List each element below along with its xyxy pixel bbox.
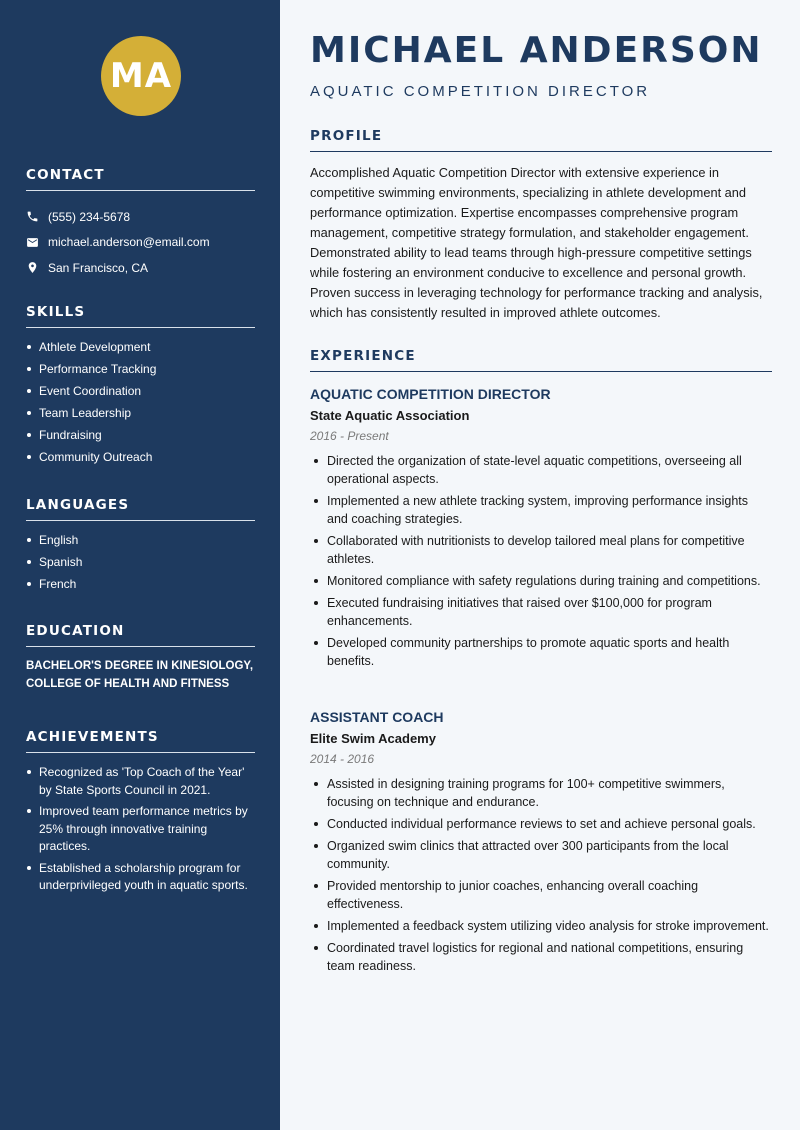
job-bullet: Monitored compliance with safety regulations during training and competitions. — [310, 572, 772, 590]
languages-list — [26, 532, 255, 592]
contact-phone-text: (555) 234-5678 — [48, 209, 131, 224]
skill-item: Fundraising — [26, 427, 255, 443]
location-pin-icon — [26, 261, 39, 274]
achievements-list — [26, 764, 255, 895]
skill-item: Event Coordination — [26, 383, 255, 399]
education-section — [26, 623, 255, 693]
contact-section — [26, 167, 255, 281]
language-item: Spanish — [26, 554, 255, 570]
skills-heading: SKILLS — [26, 304, 255, 328]
experience-heading: EXPERIENCE — [310, 348, 772, 372]
phone-icon — [26, 210, 39, 223]
avatar-initials: MA — [109, 56, 173, 96]
contact-email-text: michael.anderson@email.com — [48, 235, 210, 250]
contact-location — [26, 255, 255, 281]
job-title: ASSISTANT COACH — [310, 709, 444, 725]
skill-item: Team Leadership — [26, 405, 255, 421]
contact-list — [26, 204, 255, 281]
languages-section — [26, 497, 255, 598]
job-dates: 2016 - Present — [310, 429, 389, 443]
education-degree: BACHELOR'S DEGREE IN KINESIOLOGY, COLLEGE OF HEALTH AND FITNESS — [26, 660, 254, 690]
avatar — [101, 36, 181, 116]
job-bullet: Developed community partnerships to promote aquatic sports and health benefits. — [310, 634, 772, 670]
job-bullet: Directed the organization of state-level aquatic competitions, overseeing all operational aspects. — [310, 452, 772, 488]
achievements-heading: ACHIEVEMENTS — [26, 729, 255, 753]
job-entry — [310, 709, 772, 979]
job-bullet: Implemented a new athlete tracking system, improving performance insights and coaching strategies. — [310, 492, 772, 528]
profile-text: Accomplished Aquatic Competition Director with extensive experience in competitive swimming environments, specializing in athlete development and performance optimization. Expertise encompasses comprehensive program management, competitive strategy formulation, and stakeholder engagement. Demonstrated ability to lead teams through high-pressure competitive settings while fostering an environment conducive to excellence and personal growth. Proven success in leveraging technology for performance tracking and analysis, which has consistently resulted in improved athlete outcomes. — [310, 165, 763, 320]
job-bullet: Provided mentorship to junior coaches, enhancing overall coaching effectiveness. — [310, 877, 772, 913]
mail-icon — [26, 236, 39, 249]
achievements-section — [26, 729, 255, 899]
sidebar — [0, 0, 280, 1130]
job-dates: 2014 - 2016 — [310, 752, 375, 766]
contact-email — [26, 230, 255, 256]
education-heading: EDUCATION — [26, 623, 255, 647]
job-company: Elite Swim Academy — [310, 731, 436, 746]
job-bullet: Implemented a feedback system utilizing video analysis for stroke improvement. — [310, 917, 772, 935]
achievement-item: Recognized as 'Top Coach of the Year' by State Sports Council in 2021. — [26, 764, 255, 799]
contact-location-text: San Francisco, CA — [48, 260, 149, 275]
job-bullet: Executed fundraising initiatives that raised over $100,000 for program enhancements. — [310, 594, 772, 630]
job-bullet: Coordinated travel logistics for regional and national competitions, ensuring team readiness. — [310, 939, 772, 975]
achievement-item: Improved team performance metrics by 25% through innovative training practices. — [26, 803, 255, 856]
profile-heading: PROFILE — [310, 128, 772, 152]
skills-section — [26, 304, 255, 471]
candidate-name: MICHAEL ANDERSON — [310, 30, 763, 71]
job-bullet: Assisted in designing training programs for 100+ competitive swimmers, focusing on technique and endurance. — [310, 775, 772, 811]
language-item: English — [26, 532, 255, 548]
skill-item: Community Outreach — [26, 449, 255, 465]
job-company: State Aquatic Association — [310, 408, 470, 423]
skill-item: Performance Tracking — [26, 361, 255, 377]
achievement-item: Established a scholarship program for underprivileged youth in aquatic sports. — [26, 860, 255, 895]
contact-heading: CONTACT — [26, 167, 255, 191]
job-bullet: Conducted individual performance reviews to set and achieve personal goals. — [310, 815, 772, 833]
contact-phone — [26, 204, 255, 230]
skill-item: Athlete Development — [26, 339, 255, 355]
language-item: French — [26, 576, 255, 592]
job-bullet: Organized swim clinics that attracted over 300 participants from the local community. — [310, 837, 772, 873]
job-bullets — [310, 452, 772, 670]
job-bullet: Collaborated with nutritionists to develop tailored meal plans for competitive athletes. — [310, 532, 772, 568]
job-entry — [310, 386, 772, 674]
languages-heading: LANGUAGES — [26, 497, 255, 521]
job-title: AQUATIC COMPETITION DIRECTOR — [310, 386, 551, 402]
skills-list — [26, 339, 255, 465]
job-bullets — [310, 775, 772, 975]
candidate-role: AQUATIC COMPETITION DIRECTOR — [310, 83, 651, 100]
